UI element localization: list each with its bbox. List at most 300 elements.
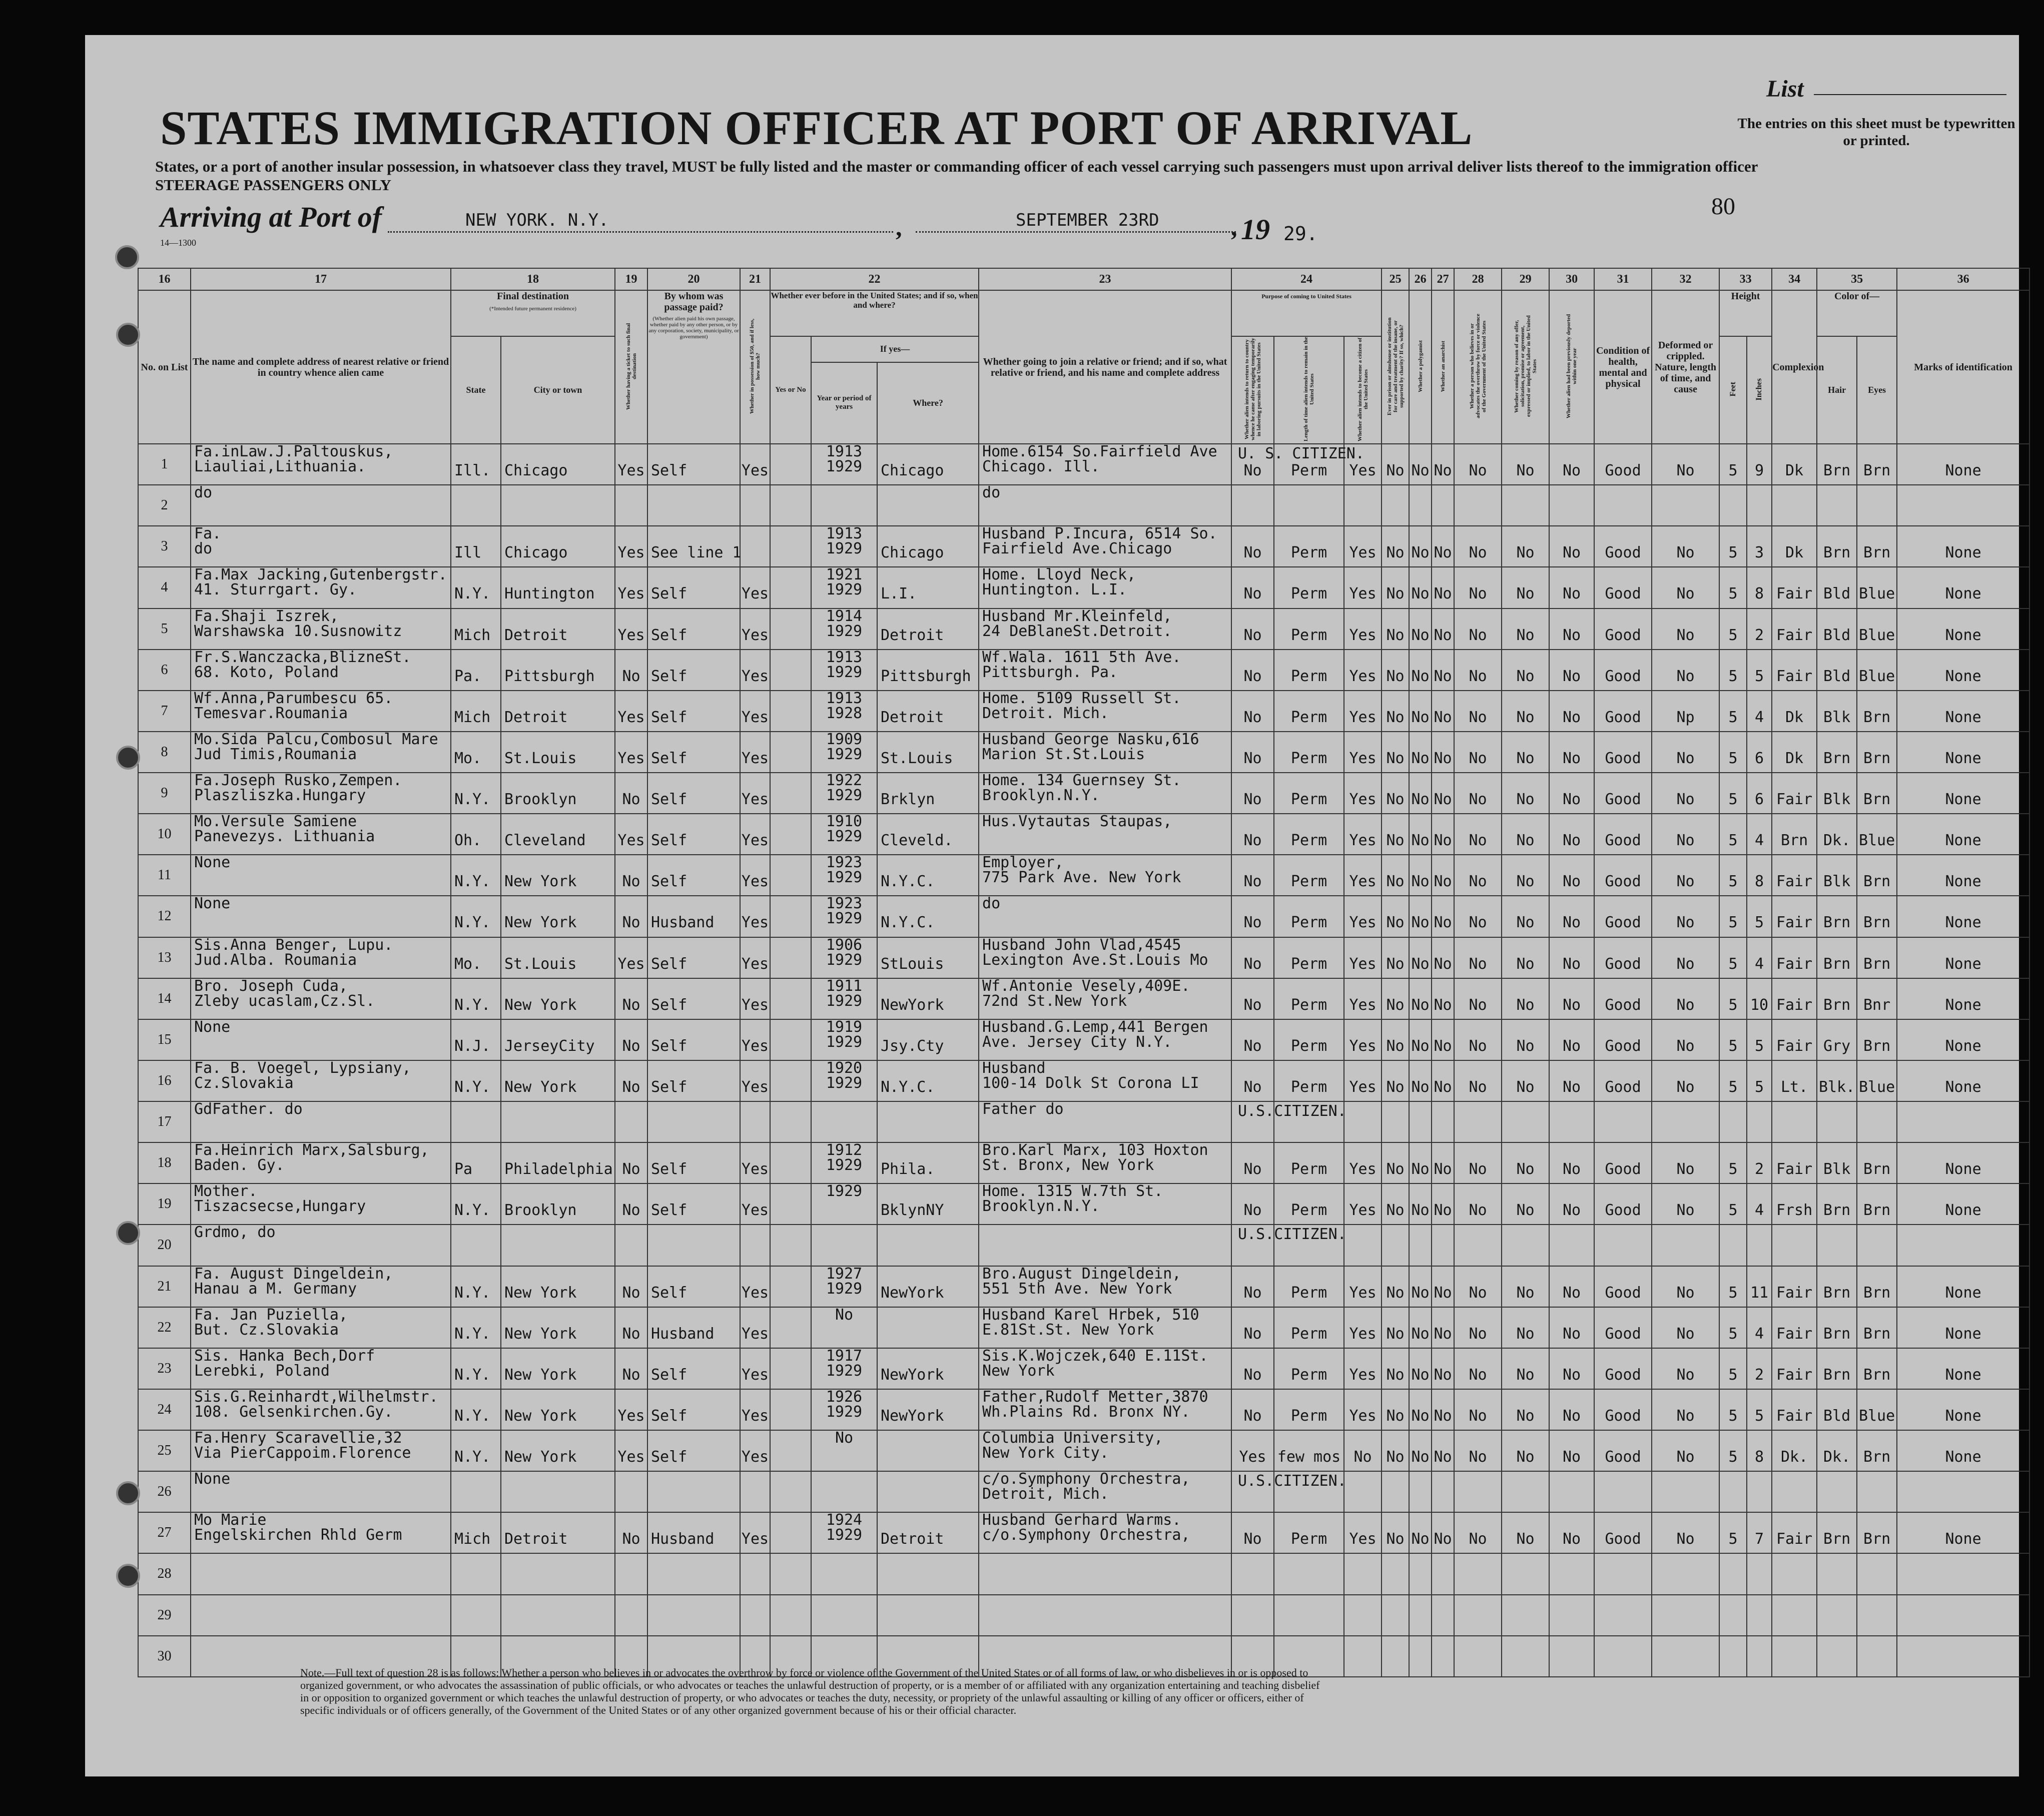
poly-cell — [1409, 444, 1432, 485]
poly-cell — [1409, 485, 1432, 526]
money-cell — [740, 485, 770, 526]
city-value: New York — [504, 873, 577, 891]
anar-value: No — [1434, 996, 1452, 1014]
city-value: New York — [504, 914, 577, 932]
ft-cell — [1719, 1225, 1747, 1266]
row-number: 18 — [138, 1142, 191, 1183]
cit-cell — [1344, 1060, 1382, 1101]
len-cell — [1274, 937, 1344, 978]
hair-value: Bld — [1823, 585, 1851, 603]
hair-cell — [1817, 1307, 1857, 1348]
manifest-sheet — [85, 35, 2019, 1776]
compl-cell — [1772, 1060, 1817, 1101]
c30-cell — [1549, 814, 1594, 855]
binder-hole — [116, 1481, 140, 1505]
column-number: 35 — [1817, 268, 1897, 290]
money-cell — [740, 937, 770, 978]
c29-cell — [1502, 485, 1549, 526]
where-value: Detroit — [881, 1530, 944, 1548]
header-joining-relative: Whether going to join a relative or friend; and if so, what relative or friend, and his name and complete address — [979, 290, 1231, 444]
paid-value: Self — [651, 1037, 688, 1055]
health-cell — [1594, 526, 1652, 567]
c28-value: No — [1469, 462, 1487, 479]
marks-value: None — [1945, 914, 1981, 932]
header-state: State — [451, 336, 501, 444]
header-inches-label: Inches — [1755, 378, 1764, 401]
c30-value: No — [1563, 626, 1581, 644]
deform-value: No — [1676, 667, 1695, 685]
column-number: 20 — [647, 268, 740, 290]
year-second: 1928 — [826, 704, 863, 722]
ticket-cell — [615, 1101, 647, 1142]
cit-cell — [1344, 691, 1382, 732]
compl-cell — [1772, 937, 1817, 978]
paid-cell — [647, 978, 740, 1019]
city-value: Brooklyn — [504, 1201, 577, 1220]
ft-value: 5 — [1728, 1325, 1738, 1343]
c28-value: No — [1469, 667, 1487, 685]
poly-value: No — [1411, 996, 1430, 1014]
empty-cell — [1817, 1636, 1857, 1677]
ft-value: 5 — [1728, 1530, 1738, 1548]
row-number: 14 — [138, 978, 191, 1019]
header-return-intent — [1231, 336, 1274, 444]
hair-cell — [1817, 1019, 1857, 1060]
years-cell — [811, 773, 877, 814]
joining-line-1: Husband Gerhard Warms. — [982, 1511, 1181, 1529]
header-return-intent-label: Whether alien intends to return to country whence he came after engaging temporarily in laboring pursuits in the United States — [1243, 338, 1262, 441]
header-citizen-intent — [1344, 336, 1382, 444]
where-value: NewYork — [881, 1366, 944, 1384]
ticket-value: Yes — [617, 585, 645, 603]
marks-cell — [1897, 1060, 2029, 1101]
ticket-value: No — [622, 791, 640, 808]
poly-cell — [1409, 773, 1432, 814]
state-cell — [451, 773, 501, 814]
row-number: 9 — [138, 773, 191, 814]
ft-value: 5 — [1728, 1201, 1738, 1220]
anar-cell — [1432, 1348, 1454, 1389]
ft-value: 5 — [1728, 1078, 1738, 1096]
paid-value: Self — [651, 585, 688, 603]
compl-cell — [1772, 1225, 1817, 1266]
len-cell — [1274, 650, 1344, 691]
where-cell — [877, 732, 979, 773]
money-value: Yes — [741, 1160, 769, 1178]
row-number: 15 — [138, 1019, 191, 1060]
relative-line-1: None — [194, 1018, 231, 1036]
c28-cell — [1454, 650, 1502, 691]
empty-cell — [1502, 1636, 1549, 1677]
hair-value: Brn — [1823, 462, 1851, 479]
year-second: 1929 — [826, 910, 863, 928]
year-second: 1929 — [826, 458, 863, 475]
return-intent-value: No — [1243, 1407, 1262, 1425]
city-cell — [501, 1307, 615, 1348]
empty-cell — [1719, 1553, 1747, 1594]
eyes-cell — [1857, 732, 1897, 773]
c30-cell — [1549, 650, 1594, 691]
previously-in-us-cell — [770, 978, 811, 1019]
len-value: Perm — [1290, 1160, 1327, 1178]
year-second: No — [835, 1429, 854, 1447]
c28-cell — [1454, 732, 1502, 773]
anar-value: No — [1434, 1448, 1452, 1466]
year-second: 1929 — [826, 1156, 863, 1174]
relative-line-2: Baden. Gy. — [194, 1156, 285, 1174]
in-value: 4 — [1755, 708, 1764, 726]
hair-cell — [1817, 732, 1857, 773]
money-cell — [740, 1019, 770, 1060]
ticket-cell — [615, 1019, 647, 1060]
ticket-value: Yes — [617, 955, 645, 973]
where-cell — [877, 814, 979, 855]
return-intent-cell — [1231, 1019, 1274, 1060]
anar-value: No — [1434, 955, 1452, 973]
in-value: 8 — [1755, 873, 1764, 891]
poly-cell — [1409, 1471, 1432, 1512]
ticket-cell — [615, 732, 647, 773]
return-intent-cell — [1231, 526, 1274, 567]
c28-value: No — [1469, 1201, 1487, 1220]
len-value: Perm — [1290, 626, 1327, 644]
in-cell — [1747, 691, 1772, 732]
cit-value: Yes — [1349, 1530, 1377, 1548]
c29-cell — [1502, 1142, 1549, 1183]
c28-cell — [1454, 1183, 1502, 1225]
anar-cell — [1432, 1142, 1454, 1183]
state-value: N.Y. — [454, 1078, 491, 1096]
deform-cell — [1652, 978, 1719, 1019]
empty-cell — [1652, 1636, 1719, 1677]
relative-line-2: Tiszacsecse,Hungary — [194, 1197, 366, 1216]
return-intent-cell — [1231, 1060, 1274, 1101]
year-first: 1919 — [826, 1018, 863, 1036]
empty-cell — [1344, 1553, 1382, 1594]
relative-cell — [191, 1307, 451, 1348]
column-number: 24 — [1231, 268, 1382, 290]
joining-cell — [979, 814, 1231, 855]
relative-line-1: Sis. Hanka Bech,Dorf — [194, 1347, 375, 1365]
deform-cell — [1652, 691, 1719, 732]
joining-cell — [979, 1348, 1231, 1389]
year-second: 1929 — [826, 1033, 863, 1051]
poly-cell — [1409, 526, 1432, 567]
relative-cell — [191, 937, 451, 978]
state-value: Ill — [454, 544, 482, 562]
anar-cell — [1432, 896, 1454, 937]
empty-cell — [191, 1595, 451, 1636]
anar-value: No — [1434, 626, 1452, 644]
empty-cell — [1857, 1553, 1897, 1594]
joining-line-1: Wf.Antonie Vesely,409E. — [982, 977, 1190, 995]
c30-value: No — [1563, 955, 1581, 973]
hair-cell — [1817, 814, 1857, 855]
health-cell — [1594, 1471, 1652, 1512]
c29-value: No — [1516, 1078, 1535, 1096]
ft-value: 5 — [1728, 667, 1738, 685]
previously-in-us-cell — [770, 485, 811, 526]
deform-value: No — [1676, 1407, 1695, 1425]
anar-value: No — [1434, 1407, 1452, 1425]
health-value: Good — [1605, 996, 1641, 1014]
prison-value: No — [1386, 1448, 1405, 1466]
poly-value: No — [1411, 462, 1430, 479]
city-value: Pittsburgh — [504, 667, 595, 685]
date-dotted-line — [916, 231, 1236, 233]
paid-cell — [647, 855, 740, 896]
joining-line-1: Columbia University, — [982, 1429, 1163, 1447]
marks-value: None — [1945, 996, 1981, 1014]
c29-value: No — [1516, 1407, 1535, 1425]
where-value: Jsy.Cty — [881, 1037, 944, 1055]
state-cell — [451, 526, 501, 567]
len-value: Perm — [1290, 1078, 1327, 1096]
health-value: Good — [1605, 1448, 1641, 1466]
prison-cell — [1382, 691, 1409, 732]
health-value: Good — [1605, 1407, 1641, 1425]
state-cell — [451, 937, 501, 978]
years-cell — [811, 1307, 877, 1348]
c28-cell — [1454, 1512, 1502, 1553]
where-value: Chicago — [881, 462, 944, 479]
c29-cell — [1502, 978, 1549, 1019]
prison-cell — [1382, 650, 1409, 691]
state-cell — [451, 1060, 501, 1101]
header-city: City or town — [501, 336, 615, 444]
ft-value: 5 — [1728, 1366, 1738, 1384]
len-cell — [1274, 609, 1344, 650]
eyes-value: Blue — [1858, 1078, 1895, 1096]
health-value: Good — [1605, 1201, 1641, 1220]
c30-cell — [1549, 1266, 1594, 1307]
ft-value: 5 — [1728, 1448, 1738, 1466]
header-length-stay-label: Length of time alien intends to remain in the United States — [1303, 337, 1315, 442]
header-citizen-intent-label: Whether alien intends to become a citizen of the United States — [1356, 337, 1369, 441]
in-cell — [1747, 814, 1772, 855]
header-previously-in-us: Whether ever before in the United States; and if so, when and where? — [770, 290, 979, 336]
deform-value: No — [1676, 1037, 1695, 1055]
previously-in-us-cell — [770, 1183, 811, 1225]
where-value: Pittsburgh — [881, 667, 971, 685]
previously-in-us-cell — [770, 1225, 811, 1266]
row-number: 6 — [138, 650, 191, 691]
row-number: 22 — [138, 1307, 191, 1348]
c30-cell — [1549, 567, 1594, 608]
anar-value: No — [1434, 708, 1452, 726]
state-value: N.Y. — [454, 1201, 491, 1220]
relative-cell — [191, 1225, 451, 1266]
year-first: 1912 — [826, 1141, 863, 1159]
eyes-value: Brn — [1863, 1201, 1891, 1220]
c28-cell — [1454, 1348, 1502, 1389]
money-cell — [740, 896, 770, 937]
city-value: Brooklyn — [504, 791, 577, 808]
cit-cell — [1344, 526, 1382, 567]
len-value: Perm — [1290, 585, 1327, 603]
c30-value: No — [1563, 791, 1581, 808]
c30-value: No — [1563, 1325, 1581, 1343]
in-cell — [1747, 1471, 1772, 1512]
where-cell — [877, 896, 979, 937]
joining-cell — [979, 1430, 1231, 1471]
empty-cell — [1409, 1636, 1432, 1677]
paid-cell — [647, 1019, 740, 1060]
empty-cell — [1897, 1595, 2029, 1636]
anar-value: No — [1434, 873, 1452, 891]
joining-cell — [979, 609, 1231, 650]
marks-cell — [1897, 1266, 2029, 1307]
hair-cell — [1817, 1430, 1857, 1471]
year-second: 1929 — [826, 951, 863, 969]
marks-cell — [1897, 650, 2029, 691]
where-value: Cleveld. — [881, 832, 953, 850]
len-value: Perm — [1290, 1366, 1327, 1384]
poly-value: No — [1411, 1284, 1430, 1302]
table-row — [138, 1060, 2029, 1101]
year-first: 1913 — [826, 689, 863, 707]
empty-cell — [1652, 1595, 1719, 1636]
return-intent-value: Yes — [1239, 1448, 1266, 1466]
len-cell — [1274, 896, 1344, 937]
cit-value: Yes — [1349, 791, 1377, 808]
in-cell — [1747, 1266, 1772, 1307]
poly-cell — [1409, 1060, 1432, 1101]
c28-cell — [1454, 1307, 1502, 1348]
compl-cell — [1772, 855, 1817, 896]
poly-value: No — [1411, 873, 1430, 891]
hair-value: Brn — [1823, 1201, 1851, 1220]
prison-value: No — [1386, 955, 1405, 973]
state-value: N.Y. — [454, 585, 491, 603]
row-number: 28 — [138, 1553, 191, 1594]
marks-cell — [1897, 896, 2029, 937]
c29-cell — [1502, 1471, 1549, 1512]
c29-value: No — [1516, 1037, 1535, 1055]
eyes-value: Brn — [1863, 1284, 1891, 1302]
compl-value: Fair — [1776, 585, 1813, 603]
deform-value: No — [1676, 955, 1695, 973]
paid-cell — [647, 1060, 740, 1101]
prison-value: No — [1386, 1284, 1405, 1302]
hair-cell — [1817, 567, 1857, 608]
relative-cell — [191, 485, 451, 526]
deform-cell — [1652, 1266, 1719, 1307]
empty-cell — [877, 1595, 979, 1636]
prison-cell — [1382, 1183, 1409, 1225]
poly-value: No — [1411, 1160, 1430, 1178]
column-number: 30 — [1549, 268, 1594, 290]
row-number: 10 — [138, 814, 191, 855]
year-second: 1929 — [826, 745, 863, 763]
ft-cell — [1719, 444, 1747, 485]
marks-value: None — [1945, 1284, 1981, 1302]
return-intent-value: No — [1243, 544, 1262, 562]
poly-value: No — [1411, 1325, 1430, 1343]
compl-cell — [1772, 1348, 1817, 1389]
len-cell — [1274, 1019, 1344, 1060]
column-number: 18 — [451, 268, 615, 290]
hair-value: Dk. — [1823, 1448, 1851, 1466]
marks-cell — [1897, 732, 2029, 773]
c28-value: No — [1469, 585, 1487, 603]
money-cell — [740, 732, 770, 773]
relative-line-2: Jud Timis,Roumania — [194, 745, 357, 763]
ticket-value: No — [622, 1325, 640, 1343]
eyes-cell — [1857, 1060, 1897, 1101]
city-value: New York — [504, 1284, 577, 1302]
marks-value: None — [1945, 791, 1981, 808]
return-intent-cell — [1231, 650, 1274, 691]
cit-cell — [1344, 1430, 1382, 1471]
marks-value: None — [1945, 1325, 1981, 1343]
relative-cell — [191, 814, 451, 855]
paid-value: Self — [651, 1284, 688, 1302]
return-intent-cell — [1231, 1142, 1274, 1183]
len-cell — [1274, 1183, 1344, 1225]
marks-value: None — [1945, 1201, 1981, 1220]
year-second: 1929 — [826, 992, 863, 1010]
years-cell — [811, 1101, 877, 1142]
money-value: Yes — [741, 1201, 769, 1220]
ticket-value: Yes — [617, 708, 645, 726]
joining-line-1: Bro.August Dingeldein, — [982, 1265, 1181, 1283]
return-intent-cell — [1231, 732, 1274, 773]
empty-cell — [1344, 1595, 1382, 1636]
in-cell — [1747, 1512, 1772, 1553]
prison-value: No — [1386, 585, 1405, 603]
relative-cell — [191, 609, 451, 650]
health-cell — [1594, 937, 1652, 978]
previously-in-us-cell — [770, 855, 811, 896]
marks-cell — [1897, 691, 2029, 732]
joining-line-2: Pittsburgh. Pa. — [982, 663, 1118, 681]
ft-cell — [1719, 650, 1747, 691]
health-cell — [1594, 1142, 1652, 1183]
paid-value: Self — [651, 667, 688, 685]
city-cell — [501, 1225, 615, 1266]
year-second: 1929 — [826, 1403, 863, 1421]
header-ticket — [615, 290, 647, 444]
joining-line-2: Chicago. Ill. — [982, 458, 1100, 475]
money-cell — [740, 1266, 770, 1307]
compl-value: Fair — [1776, 1037, 1813, 1055]
c28-value: No — [1469, 1078, 1487, 1096]
table-row — [138, 1019, 2029, 1060]
previously-in-us-cell — [770, 691, 811, 732]
cit-cell — [1344, 937, 1382, 978]
marks-cell — [1897, 1471, 2029, 1512]
paid-value: Self — [651, 1160, 688, 1178]
ft-cell — [1719, 526, 1747, 567]
compl-value: Dk — [1785, 708, 1804, 726]
c30-value: No — [1563, 832, 1581, 850]
c29-value: No — [1516, 1448, 1535, 1466]
anar-cell — [1432, 444, 1454, 485]
relative-line-2: Engelskirchen Rhld Germ — [194, 1526, 402, 1544]
empty-cell — [1772, 1595, 1817, 1636]
in-cell — [1747, 1142, 1772, 1183]
paid-cell — [647, 650, 740, 691]
return-intent-value: No — [1243, 585, 1262, 603]
joining-cell — [979, 485, 1231, 526]
money-cell — [740, 650, 770, 691]
joining-line-1: Husband P.Incura, 6514 So. — [982, 525, 1217, 543]
paid-cell — [647, 526, 740, 567]
year-second: 1929 — [826, 663, 863, 681]
compl-cell — [1772, 732, 1817, 773]
eyes-value: Brn — [1863, 791, 1891, 808]
